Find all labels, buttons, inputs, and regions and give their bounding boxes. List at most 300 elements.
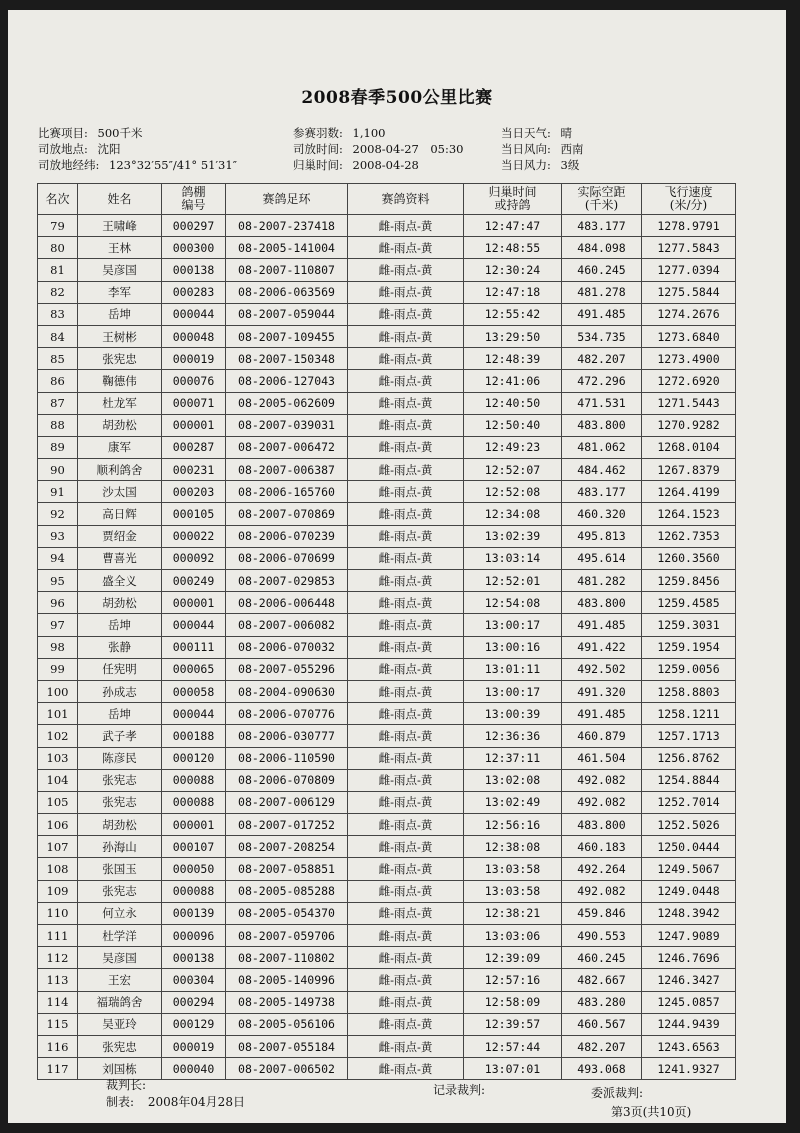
bird-info-cell: 雌-雨点-黄 — [348, 592, 464, 614]
name-cell: 沙太国 — [78, 481, 162, 503]
distance-cell: 471.531 — [562, 392, 642, 414]
table-row — [38, 547, 736, 569]
arrival-time-cell: 13:29:50 — [464, 325, 562, 347]
rank-cell: 88 — [38, 414, 78, 436]
arrival-time-cell: 12:58:09 — [464, 991, 562, 1013]
speed-cell: 1252.5026 — [642, 814, 736, 836]
bird-info-cell: 雌-雨点-黄 — [348, 414, 464, 436]
speed-cell: 1249.0448 — [642, 880, 736, 902]
distance-cell: 492.082 — [562, 880, 642, 902]
loft-no-cell: 000287 — [162, 436, 226, 458]
rank-cell: 102 — [38, 725, 78, 747]
meta-weather — [501, 125, 572, 141]
rank-cell: 83 — [38, 303, 78, 325]
loft-no-cell: 000138 — [162, 947, 226, 969]
meta-return-time — [293, 157, 419, 173]
ring-cell: 08-2005-140996 — [226, 969, 348, 991]
name-cell: 顺利鸽舍 — [78, 459, 162, 481]
table-row — [38, 237, 736, 259]
distance-cell: 459.846 — [562, 902, 642, 924]
ring-cell: 08-2007-058851 — [226, 858, 348, 880]
loft-no-cell: 000105 — [162, 503, 226, 525]
loft-no-cell: 000022 — [162, 525, 226, 547]
speed-cell: 1264.4199 — [642, 481, 736, 503]
speed-cell: 1247.9089 — [642, 925, 736, 947]
rank-cell: 94 — [38, 547, 78, 569]
arrival-time-cell: 13:02:08 — [464, 769, 562, 791]
release-time-label: 司放时间: — [293, 142, 343, 156]
meta-event — [38, 125, 142, 141]
table-row — [38, 348, 736, 370]
arrival-time-cell: 12:39:09 — [464, 947, 562, 969]
table-row — [38, 259, 736, 281]
wind-force-label: 当日风力: — [501, 158, 551, 172]
arrival-time-cell: 13:00:17 — [464, 614, 562, 636]
speed-cell: 1259.0056 — [642, 658, 736, 680]
bird-info-cell: 雌-雨点-黄 — [348, 370, 464, 392]
table-row — [38, 370, 736, 392]
arrival-time-cell: 13:00:17 — [464, 680, 562, 702]
bird-info-cell: 雌-雨点-黄 — [348, 969, 464, 991]
loft-no-cell: 000050 — [162, 858, 226, 880]
arrival-time-cell: 12:52:01 — [464, 570, 562, 592]
distance-cell: 491.422 — [562, 636, 642, 658]
distance-cell: 493.068 — [562, 1058, 642, 1080]
bird-info-cell: 雌-雨点-黄 — [348, 215, 464, 237]
loft-no-cell: 000001 — [162, 414, 226, 436]
table-row — [38, 947, 736, 969]
speed-cell: 1246.7696 — [642, 947, 736, 969]
table-row — [38, 459, 736, 481]
rank-cell: 84 — [38, 325, 78, 347]
distance-cell: 482.207 — [562, 348, 642, 370]
speed-cell: 1273.4900 — [642, 348, 736, 370]
ring-cell: 08-2006-070239 — [226, 525, 348, 547]
bird-info-cell: 雌-雨点-黄 — [348, 858, 464, 880]
speed-cell: 1244.9439 — [642, 1013, 736, 1035]
bird-info-cell: 雌-雨点-黄 — [348, 725, 464, 747]
coords-label: 司放地经纬: — [38, 158, 100, 172]
return-time-value: 2008-04-28 — [352, 158, 419, 172]
speed-cell: 1278.9791 — [642, 215, 736, 237]
arrival-time-cell: 13:03:14 — [464, 547, 562, 569]
loft-no-cell: 000088 — [162, 880, 226, 902]
arrival-time-cell: 12:38:21 — [464, 902, 562, 924]
arrival-time-cell: 13:01:11 — [464, 658, 562, 680]
arrival-time-cell: 12:40:50 — [464, 392, 562, 414]
loft-no-cell: 000044 — [162, 703, 226, 725]
distance-cell: 460.245 — [562, 947, 642, 969]
speed-cell: 1267.8379 — [642, 459, 736, 481]
table-body — [38, 215, 736, 1080]
loft-no-cell: 000283 — [162, 281, 226, 303]
table-row — [38, 325, 736, 347]
loft-no-cell: 000092 — [162, 547, 226, 569]
ring-cell: 08-2006-006448 — [226, 592, 348, 614]
table-row — [38, 570, 736, 592]
entries-value: 1,100 — [352, 126, 386, 140]
speed-cell: 1256.8762 — [642, 747, 736, 769]
loft-no-cell: 000019 — [162, 1035, 226, 1057]
name-cell: 王宏 — [78, 969, 162, 991]
speed-cell: 1254.8844 — [642, 769, 736, 791]
rank-cell: 101 — [38, 703, 78, 725]
ring-cell: 08-2007-055296 — [226, 658, 348, 680]
bird-info-cell: 雌-雨点-黄 — [348, 436, 464, 458]
arrival-time-cell: 13:03:58 — [464, 858, 562, 880]
name-cell: 高日辉 — [78, 503, 162, 525]
coords-value: 123°32′55″/41° 51′31″ — [109, 158, 237, 172]
col-rank-header: 名次 — [38, 184, 78, 215]
recorder-label: 记录裁判: — [433, 1083, 486, 1097]
speed-cell: 1249.5067 — [642, 858, 736, 880]
chief-referee-label: 裁判长: — [106, 1078, 147, 1092]
rank-cell: 107 — [38, 836, 78, 858]
bird-info-cell: 雌-雨点-黄 — [348, 902, 464, 924]
rank-cell: 79 — [38, 215, 78, 237]
bird-info-cell: 雌-雨点-黄 — [348, 636, 464, 658]
distance-cell: 461.504 — [562, 747, 642, 769]
distance-cell: 484.462 — [562, 459, 642, 481]
arrival-time-cell: 13:03:06 — [464, 925, 562, 947]
event-value: 500千米 — [97, 126, 143, 140]
result-sheet — [8, 10, 786, 1123]
ring-cell: 08-2005-056106 — [226, 1013, 348, 1035]
name-cell: 张宪志 — [78, 769, 162, 791]
bird-info-cell: 雌-雨点-黄 — [348, 791, 464, 813]
arrival-time-cell: 12:41:06 — [464, 370, 562, 392]
bird-info-cell: 雌-雨点-黄 — [348, 259, 464, 281]
ring-cell: 08-2005-149738 — [226, 991, 348, 1013]
bird-info-cell: 雌-雨点-黄 — [348, 392, 464, 414]
arrival-time-cell: 12:57:16 — [464, 969, 562, 991]
arrival-time-cell: 12:47:47 — [464, 215, 562, 237]
table-row — [38, 680, 736, 702]
name-cell: 王树彬 — [78, 325, 162, 347]
rank-cell: 104 — [38, 769, 78, 791]
event-label: 比赛项目: — [38, 126, 88, 140]
distance-cell: 491.485 — [562, 303, 642, 325]
release-time-value: 2008-04-27 05:30 — [352, 142, 464, 156]
distance-cell: 492.082 — [562, 791, 642, 813]
bird-info-cell: 雌-雨点-黄 — [348, 836, 464, 858]
bird-info-cell: 雌-雨点-黄 — [348, 769, 464, 791]
speed-cell: 1252.7014 — [642, 791, 736, 813]
table-row — [38, 747, 736, 769]
bird-info-cell: 雌-雨点-黄 — [348, 325, 464, 347]
distance-cell: 491.485 — [562, 614, 642, 636]
loft-no-cell: 000001 — [162, 592, 226, 614]
assigned-referee-label: 委派裁判: — [591, 1086, 644, 1100]
bird-info-cell: 雌-雨点-黄 — [348, 947, 464, 969]
distance-cell: 483.177 — [562, 215, 642, 237]
rank-cell: 85 — [38, 348, 78, 370]
speed-cell: 1268.0104 — [642, 436, 736, 458]
table-row — [38, 725, 736, 747]
name-cell: 康军 — [78, 436, 162, 458]
loft-no-cell: 000111 — [162, 636, 226, 658]
rank-cell: 87 — [38, 392, 78, 414]
name-cell: 张静 — [78, 636, 162, 658]
distance-cell: 490.553 — [562, 925, 642, 947]
distance-cell: 491.320 — [562, 680, 642, 702]
ring-cell: 08-2007-237418 — [226, 215, 348, 237]
loft-no-cell: 000065 — [162, 658, 226, 680]
arrival-time-cell: 12:52:08 — [464, 481, 562, 503]
rank-cell: 109 — [38, 880, 78, 902]
bird-info-cell: 雌-雨点-黄 — [348, 925, 464, 947]
meta-entries — [293, 125, 385, 141]
loft-no-cell: 000203 — [162, 481, 226, 503]
name-cell: 曹喜光 — [78, 547, 162, 569]
bird-info-cell: 雌-雨点-黄 — [348, 658, 464, 680]
loft-no-cell: 000044 — [162, 303, 226, 325]
rank-cell: 80 — [38, 237, 78, 259]
name-cell: 岳坤 — [78, 303, 162, 325]
name-cell: 任宪明 — [78, 658, 162, 680]
table-row — [38, 1013, 736, 1035]
ring-cell: 08-2007-039031 — [226, 414, 348, 436]
release-place-label: 司放地点: — [38, 142, 88, 156]
loft-no-cell: 000120 — [162, 747, 226, 769]
table-row — [38, 525, 736, 547]
name-cell: 胡劲松 — [78, 414, 162, 436]
distance-cell: 460.320 — [562, 503, 642, 525]
arrival-time-cell: 12:34:08 — [464, 503, 562, 525]
ring-cell: 08-2005-054370 — [226, 902, 348, 924]
distance-cell: 460.183 — [562, 836, 642, 858]
bird-info-cell: 雌-雨点-黄 — [348, 459, 464, 481]
speed-cell: 1258.8803 — [642, 680, 736, 702]
table-row — [38, 392, 736, 414]
distance-cell: 484.098 — [562, 237, 642, 259]
speed-cell: 1241.9327 — [642, 1058, 736, 1080]
table-row — [38, 281, 736, 303]
rank-cell: 89 — [38, 436, 78, 458]
table-row — [38, 858, 736, 880]
speed-cell: 1274.2676 — [642, 303, 736, 325]
col-bird-info-header: 赛鸽资料 — [348, 184, 464, 215]
loft-no-cell: 000188 — [162, 725, 226, 747]
name-cell: 杜龙军 — [78, 392, 162, 414]
bird-info-cell: 雌-雨点-黄 — [348, 570, 464, 592]
rank-cell: 81 — [38, 259, 78, 281]
weather-label: 当日天气: — [501, 126, 551, 140]
rank-cell: 90 — [38, 459, 78, 481]
page-indicator: 第3页(共10页) — [611, 1105, 692, 1119]
loft-no-cell: 000249 — [162, 570, 226, 592]
name-cell: 吴彦国 — [78, 259, 162, 281]
speed-cell: 1243.6563 — [642, 1035, 736, 1057]
distance-cell: 492.082 — [562, 769, 642, 791]
made-by — [106, 1093, 245, 1110]
loft-no-cell: 000088 — [162, 769, 226, 791]
arrival-time-cell: 12:36:36 — [464, 725, 562, 747]
meta-release-time — [293, 141, 463, 157]
distance-cell: 495.813 — [562, 525, 642, 547]
speed-cell: 1257.1713 — [642, 725, 736, 747]
ring-cell: 08-2007-017252 — [226, 814, 348, 836]
ring-cell: 08-2006-110590 — [226, 747, 348, 769]
loft-no-cell: 000304 — [162, 969, 226, 991]
rank-cell: 82 — [38, 281, 78, 303]
bird-info-cell: 雌-雨点-黄 — [348, 1058, 464, 1080]
rank-cell: 111 — [38, 925, 78, 947]
speed-cell: 1258.1211 — [642, 703, 736, 725]
table-row — [38, 814, 736, 836]
speed-cell: 1259.1954 — [642, 636, 736, 658]
bird-info-cell: 雌-雨点-黄 — [348, 703, 464, 725]
loft-no-cell: 000297 — [162, 215, 226, 237]
distance-cell: 482.667 — [562, 969, 642, 991]
arrival-time-cell: 12:48:55 — [464, 237, 562, 259]
speed-cell: 1271.5443 — [642, 392, 736, 414]
table-row — [38, 414, 736, 436]
table-row — [38, 614, 736, 636]
speed-cell: 1272.6920 — [642, 370, 736, 392]
loft-no-cell: 000044 — [162, 614, 226, 636]
speed-cell: 1277.0394 — [642, 259, 736, 281]
table-row — [38, 303, 736, 325]
rank-cell: 114 — [38, 991, 78, 1013]
meta-wind-force — [501, 157, 579, 173]
rank-cell: 108 — [38, 858, 78, 880]
loft-no-cell: 000138 — [162, 259, 226, 281]
arrival-time-cell: 13:03:58 — [464, 880, 562, 902]
table-row — [38, 969, 736, 991]
ring-cell: 08-2006-070699 — [226, 547, 348, 569]
distance-cell: 481.282 — [562, 570, 642, 592]
speed-cell: 1277.5843 — [642, 237, 736, 259]
loft-no-cell: 000088 — [162, 791, 226, 813]
distance-cell: 483.800 — [562, 414, 642, 436]
rank-cell: 95 — [38, 570, 78, 592]
page-title: 2008春季500公里比赛 — [301, 88, 493, 108]
distance-cell: 483.280 — [562, 991, 642, 1013]
name-cell: 李军 — [78, 281, 162, 303]
name-cell: 岳坤 — [78, 614, 162, 636]
table-row — [38, 836, 736, 858]
name-cell: 吴亚玲 — [78, 1013, 162, 1035]
name-cell: 贾绍金 — [78, 525, 162, 547]
table-row — [38, 791, 736, 813]
speed-cell: 1260.3560 — [642, 547, 736, 569]
col-name-header: 姓名 — [78, 184, 162, 215]
ring-cell: 08-2006-070776 — [226, 703, 348, 725]
name-cell: 杜学洋 — [78, 925, 162, 947]
made-label: 制表: — [106, 1095, 135, 1109]
results-table — [37, 183, 736, 1080]
table-row — [38, 215, 736, 237]
bird-info-cell: 雌-雨点-黄 — [348, 991, 464, 1013]
distance-cell: 492.264 — [562, 858, 642, 880]
ring-cell: 08-2005-085288 — [226, 880, 348, 902]
rank-cell: 110 — [38, 902, 78, 924]
ring-cell: 08-2007-029853 — [226, 570, 348, 592]
arrival-time-cell: 12:37:11 — [464, 747, 562, 769]
ring-cell: 08-2006-070809 — [226, 769, 348, 791]
distance-cell: 492.502 — [562, 658, 642, 680]
table-row — [38, 436, 736, 458]
name-cell: 陈彦民 — [78, 747, 162, 769]
rank-cell: 100 — [38, 680, 78, 702]
loft-no-cell: 000300 — [162, 237, 226, 259]
rank-cell: 97 — [38, 614, 78, 636]
table-row — [38, 902, 736, 924]
speed-cell: 1259.4585 — [642, 592, 736, 614]
distance-cell: 534.735 — [562, 325, 642, 347]
ring-cell: 08-2005-141004 — [226, 237, 348, 259]
table-row — [38, 1035, 736, 1057]
rank-cell: 112 — [38, 947, 78, 969]
entries-label: 参赛羽数: — [293, 126, 343, 140]
col-distance-header: 实际空距 (千米) — [562, 184, 642, 215]
table-row — [38, 503, 736, 525]
wind-direction-value: 西南 — [560, 142, 584, 156]
bird-info-cell: 雌-雨点-黄 — [348, 303, 464, 325]
name-cell: 何立永 — [78, 902, 162, 924]
rank-cell: 116 — [38, 1035, 78, 1057]
ring-cell: 08-2007-006472 — [226, 436, 348, 458]
ring-cell: 08-2007-109455 — [226, 325, 348, 347]
rank-cell: 98 — [38, 636, 78, 658]
bird-info-cell: 雌-雨点-黄 — [348, 1035, 464, 1057]
name-cell: 吴彦国 — [78, 947, 162, 969]
wind-force-value: 3级 — [560, 158, 580, 172]
name-cell: 武子孝 — [78, 725, 162, 747]
speed-cell: 1275.5844 — [642, 281, 736, 303]
table-row — [38, 592, 736, 614]
bird-info-cell: 雌-雨点-黄 — [348, 1013, 464, 1035]
ring-cell: 08-2007-006502 — [226, 1058, 348, 1080]
ring-cell: 08-2007-208254 — [226, 836, 348, 858]
meta-release-place — [38, 141, 121, 157]
name-cell: 刘国栋 — [78, 1058, 162, 1080]
name-cell: 张宪忠 — [78, 1035, 162, 1057]
distance-cell: 495.614 — [562, 547, 642, 569]
speed-cell: 1259.8456 — [642, 570, 736, 592]
name-cell: 鞠德伟 — [78, 370, 162, 392]
arrival-time-cell: 13:02:39 — [464, 525, 562, 547]
arrival-time-cell: 13:00:39 — [464, 703, 562, 725]
rank-cell: 106 — [38, 814, 78, 836]
loft-no-cell: 000096 — [162, 925, 226, 947]
name-cell: 孙成志 — [78, 680, 162, 702]
table-row — [38, 658, 736, 680]
name-cell: 张宪志 — [78, 880, 162, 902]
ring-cell: 08-2007-006387 — [226, 459, 348, 481]
release-place-value: 沈阳 — [97, 142, 121, 156]
ring-cell: 08-2005-062609 — [226, 392, 348, 414]
ring-cell: 08-2007-059044 — [226, 303, 348, 325]
meta-coords — [38, 157, 237, 173]
rank-cell: 115 — [38, 1013, 78, 1035]
ring-cell: 08-2007-055184 — [226, 1035, 348, 1057]
bird-info-cell: 雌-雨点-黄 — [348, 281, 464, 303]
name-cell: 王啸峰 — [78, 215, 162, 237]
loft-no-cell: 000107 — [162, 836, 226, 858]
loft-no-cell: 000048 — [162, 325, 226, 347]
distance-cell: 460.567 — [562, 1013, 642, 1035]
col-arrival-time-header: 归巢时间 或持鸽 — [464, 184, 562, 215]
bird-info-cell: 雌-雨点-黄 — [348, 747, 464, 769]
bird-info-cell: 雌-雨点-黄 — [348, 547, 464, 569]
arrival-time-cell: 12:48:39 — [464, 348, 562, 370]
rank-cell: 99 — [38, 658, 78, 680]
arrival-time-cell: 12:57:44 — [464, 1035, 562, 1057]
table-row — [38, 703, 736, 725]
rank-cell: 91 — [38, 481, 78, 503]
